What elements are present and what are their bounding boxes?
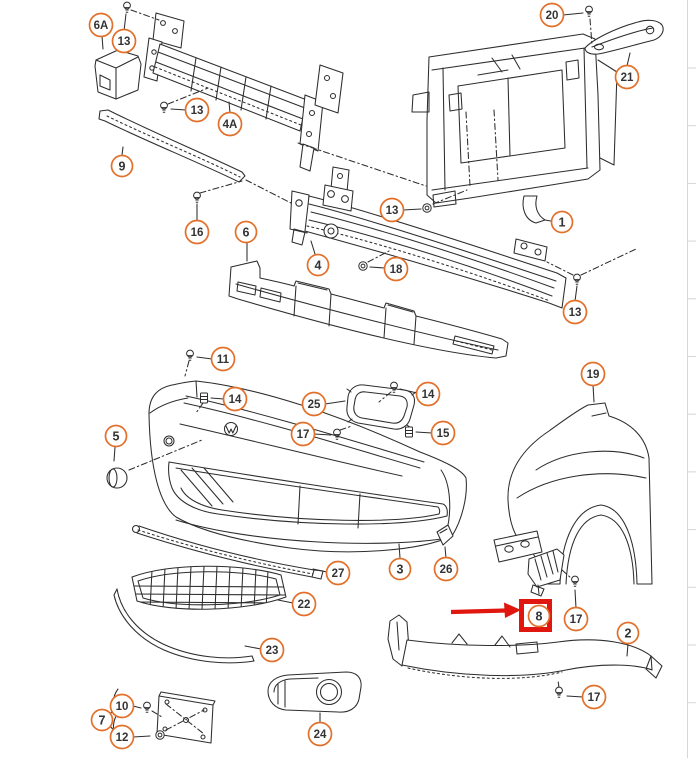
callout-26[interactable] — [435, 558, 458, 581]
callout-label: 26 — [439, 564, 453, 577]
screw-icon — [144, 702, 151, 712]
highlight-annotation — [451, 603, 521, 619]
screw-icon — [586, 6, 593, 16]
callout-label: 13 — [190, 105, 204, 118]
callout-6A[interactable] — [90, 14, 113, 37]
callout-label: 13 — [568, 307, 582, 320]
radiator-support — [412, 34, 617, 223]
part-4a-impact-beam — [144, 13, 343, 171]
nut-icon — [423, 204, 431, 212]
part-6a-cover — [95, 50, 141, 99]
callout-label: 16 — [190, 227, 204, 240]
callout-label: 9 — [118, 159, 126, 174]
callout-7[interactable] — [92, 710, 113, 731]
callout-9[interactable] — [112, 156, 133, 177]
callout-22[interactable] — [293, 593, 316, 616]
callout-20[interactable] — [541, 4, 564, 27]
callout-label: 20 — [545, 10, 559, 23]
callout-25[interactable] — [303, 393, 326, 416]
screw-icon — [194, 192, 201, 202]
red-arrow-icon — [504, 603, 521, 619]
callout-23[interactable] — [261, 639, 284, 662]
callout-24[interactable] — [309, 723, 332, 746]
red-arrow-shaft — [451, 611, 506, 613]
part-1-bracket — [523, 196, 545, 223]
screw-icon — [161, 102, 168, 112]
callout-label: 3 — [396, 562, 404, 577]
screw-icon — [572, 576, 579, 586]
callout-21[interactable] — [616, 66, 639, 89]
part-25-grille-frame — [347, 385, 416, 429]
callout-3[interactable] — [390, 559, 411, 580]
callout-label: 21 — [620, 72, 634, 85]
callout-11[interactable] — [212, 348, 235, 371]
callout-13[interactable] — [381, 199, 404, 222]
callout-19[interactable] — [582, 363, 605, 386]
callout-27[interactable] — [327, 562, 350, 585]
screw-icon — [124, 2, 131, 12]
callout-14[interactable] — [417, 383, 440, 406]
callout-13[interactable] — [186, 99, 209, 122]
callout-label: 17 — [569, 614, 583, 627]
callout-label: 24 — [313, 729, 327, 742]
callout-label: 17 — [296, 429, 310, 442]
callout-12[interactable] — [111, 726, 134, 749]
callout-label: 14 — [228, 394, 242, 407]
callout-label: 5 — [112, 429, 120, 444]
callout-6[interactable] — [236, 222, 257, 243]
callout-8[interactable] — [522, 602, 550, 630]
callout-label: 23 — [265, 645, 279, 658]
callout-16[interactable] — [186, 221, 209, 244]
callout-13[interactable] — [564, 301, 587, 324]
nut-icon — [156, 731, 164, 739]
callout-13[interactable] — [113, 30, 136, 53]
callout-label: 11 — [216, 354, 230, 367]
adjacent-table-edge — [688, 0, 696, 758]
callout-label: 25 — [307, 399, 321, 412]
callout-5[interactable] — [106, 426, 127, 447]
callout-17[interactable] — [292, 423, 315, 446]
part-8-bracket — [528, 549, 564, 596]
part-5-sensor — [107, 468, 127, 488]
clip-icon — [406, 427, 413, 437]
clip-icon — [201, 393, 208, 403]
part-24-fog-lamp-cover — [268, 672, 361, 712]
callout-1[interactable] — [552, 212, 573, 233]
callout-14[interactable] — [224, 388, 247, 411]
callout-label: 1 — [558, 215, 566, 230]
callout-4[interactable] — [308, 255, 329, 276]
callout-10[interactable] — [111, 695, 134, 718]
screw-icon — [556, 687, 563, 697]
callout-label: 13 — [385, 205, 399, 218]
callout-18[interactable] — [385, 258, 408, 281]
callout-2[interactable] — [618, 623, 639, 644]
callout-label: 15 — [436, 428, 450, 441]
callout-label: 27 — [331, 568, 345, 581]
callout-4A[interactable] — [219, 113, 242, 136]
callout-label: 13 — [117, 36, 131, 49]
callout-label: 6 — [242, 225, 250, 240]
part-21-bracket — [585, 20, 663, 54]
callout-15[interactable] — [432, 422, 455, 445]
part-19-fender — [494, 403, 652, 584]
callout-17[interactable] — [565, 608, 588, 631]
callout-label: 4A — [222, 119, 238, 132]
part-22-lower-grille — [132, 566, 286, 610]
callout-label: 12 — [115, 732, 129, 745]
screw-icon — [187, 350, 194, 360]
callout-label: 17 — [587, 692, 601, 705]
callout-label: 4 — [314, 258, 322, 273]
nut-icon — [359, 262, 367, 270]
callout-label: 10 — [115, 701, 129, 714]
callout-label: 14 — [421, 389, 435, 402]
callout-label: 19 — [586, 369, 600, 382]
callout-label: 2 — [624, 626, 632, 641]
callout-label: 6A — [93, 20, 109, 33]
screw-icon — [574, 274, 581, 284]
callout-label: 7 — [98, 713, 106, 728]
callout-17[interactable] — [583, 686, 606, 709]
callout-label: 8 — [535, 609, 543, 624]
callout-label: 22 — [297, 599, 311, 612]
callout-label: 18 — [389, 264, 403, 277]
